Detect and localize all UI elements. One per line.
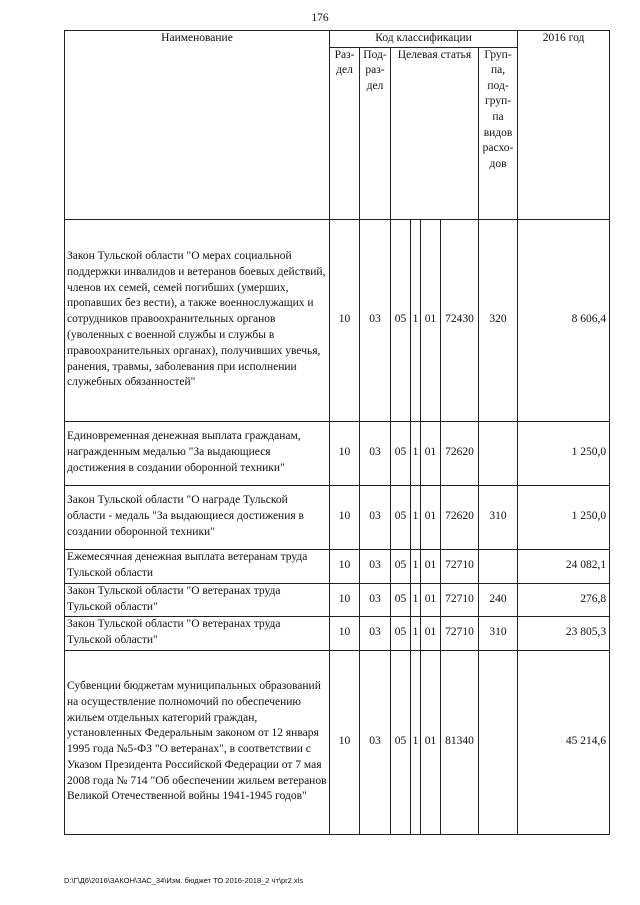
row-subsection: 03 (360, 421, 391, 485)
row-target-direction: 72710 (441, 583, 479, 616)
row-target-subprogram: 01 (421, 485, 441, 549)
row-target-type: 1 (411, 616, 421, 650)
table-row (65, 219, 610, 421)
row-section: 10 (330, 650, 360, 834)
row-target-type: 1 (411, 421, 421, 485)
row-subsection: 03 (360, 616, 391, 650)
row-name: Закон Тульской области "О ветеранах труда Тульской области" (65, 583, 330, 616)
header-section: Раз- дел (330, 47, 360, 219)
row-group: 240 (479, 583, 518, 616)
page-number: 176 (311, 12, 329, 24)
row-section: 10 (330, 485, 360, 549)
row-target-direction: 72430 (441, 219, 479, 421)
row-target-program: 05 (391, 485, 411, 549)
header-subsection: Под- раз- дел (360, 47, 391, 219)
header-group: Груп- па, под- груп- па видов расхо- дов (479, 47, 518, 219)
row-target-program: 05 (391, 549, 411, 583)
row-target-program: 05 (391, 219, 411, 421)
row-group: 320 (479, 219, 518, 421)
row-target-program: 05 (391, 421, 411, 485)
row-amount: 24 082,1 (518, 549, 610, 583)
table-row (65, 485, 610, 549)
row-name: Субвенции бюджетам муниципальных образований на осуществление полномочий по обеспечению жильем отдельных категорий граждан, установленных Федеральным законом от 12 января 1995 года №5-ФЗ "О ветеранах", в соответствии с Указом Президента Российской Федерации от 7 мая 2008 года № 714 "Об обеспечении жильем ветеранов Великой Отечественной войны 1941-1945 годов" (65, 650, 330, 834)
row-target-subprogram: 01 (421, 549, 441, 583)
row-subsection: 03 (360, 583, 391, 616)
row-target-subprogram: 01 (421, 421, 441, 485)
budget-table (64, 30, 610, 835)
row-subsection: 03 (360, 650, 391, 834)
header-year: 2016 год (518, 31, 610, 220)
row-target-type: 1 (411, 650, 421, 834)
header-name: Наименование (65, 31, 330, 220)
row-section: 10 (330, 421, 360, 485)
row-section: 10 (330, 549, 360, 583)
table-row (65, 650, 610, 834)
row-group: 310 (479, 485, 518, 549)
table-row (65, 616, 610, 650)
file-path-footer: D:\Г\Д6\2016\ЗАКОН\ЗАС_34\Изм. бюджет ТО 2016-2018_2 чт\pr2.xls (64, 876, 304, 885)
row-group (479, 549, 518, 583)
row-name: Закон Тульской области "О награде Тульской области - медаль "За выдающиеся достижения в создании оборонной техники" (65, 485, 330, 549)
row-target-type: 1 (411, 549, 421, 583)
row-subsection: 03 (360, 485, 391, 549)
row-target-type: 1 (411, 583, 421, 616)
row-group (479, 421, 518, 485)
row-target-type: 1 (411, 485, 421, 549)
row-name: Единовременная денежная выплата гражданам, награжденным медалью "За выдающиеся достижения в создании оборонной техники" (65, 421, 330, 485)
row-amount: 45 214,6 (518, 650, 610, 834)
row-amount: 1 250,0 (518, 485, 610, 549)
header-row-1 (65, 31, 610, 48)
row-amount: 1 250,0 (518, 421, 610, 485)
row-target-program: 05 (391, 583, 411, 616)
row-name: Закон Тульской области "О мерах социальной поддержки инвалидов и ветеранов боевых действий, членов их семей, семей погибших (умерших, пропавших без вести), а также военнослужащих и сотрудников правоохранительных органов (уволенных с военной службы и службы в правоохранительных органах), получивших увечья, ранения, травмы, заболевания при исполнении служебных обязанностей" (65, 219, 330, 421)
row-name: Закон Тульской области "О ветеранах труда Тульской области" (65, 616, 330, 650)
row-group (479, 650, 518, 834)
row-target-program: 05 (391, 650, 411, 834)
table-row (65, 421, 610, 485)
row-target-direction: 81340 (441, 650, 479, 834)
row-target-direction: 72620 (441, 421, 479, 485)
row-target-subprogram: 01 (421, 219, 441, 421)
row-amount: 8 606,4 (518, 219, 610, 421)
row-subsection: 03 (360, 549, 391, 583)
row-target-direction: 72710 (441, 616, 479, 650)
table-row (65, 549, 610, 583)
row-section: 10 (330, 583, 360, 616)
row-group: 310 (479, 616, 518, 650)
row-section: 10 (330, 616, 360, 650)
row-target-subprogram: 01 (421, 583, 441, 616)
row-section: 10 (330, 219, 360, 421)
header-classification: Код классификации (330, 31, 518, 48)
row-target-direction: 72620 (441, 485, 479, 549)
row-name: Ежемесячная денежная выплата ветеранам труда Тульской области (65, 549, 330, 583)
row-target-direction: 72710 (441, 549, 479, 583)
row-target-type: 1 (411, 219, 421, 421)
row-target-subprogram: 01 (421, 650, 441, 834)
row-target-subprogram: 01 (421, 616, 441, 650)
row-target-program: 05 (391, 616, 411, 650)
row-amount: 23 805,3 (518, 616, 610, 650)
table-row (65, 583, 610, 616)
row-amount: 276,8 (518, 583, 610, 616)
row-subsection: 03 (360, 219, 391, 421)
header-target: Целевая статья (391, 47, 479, 219)
